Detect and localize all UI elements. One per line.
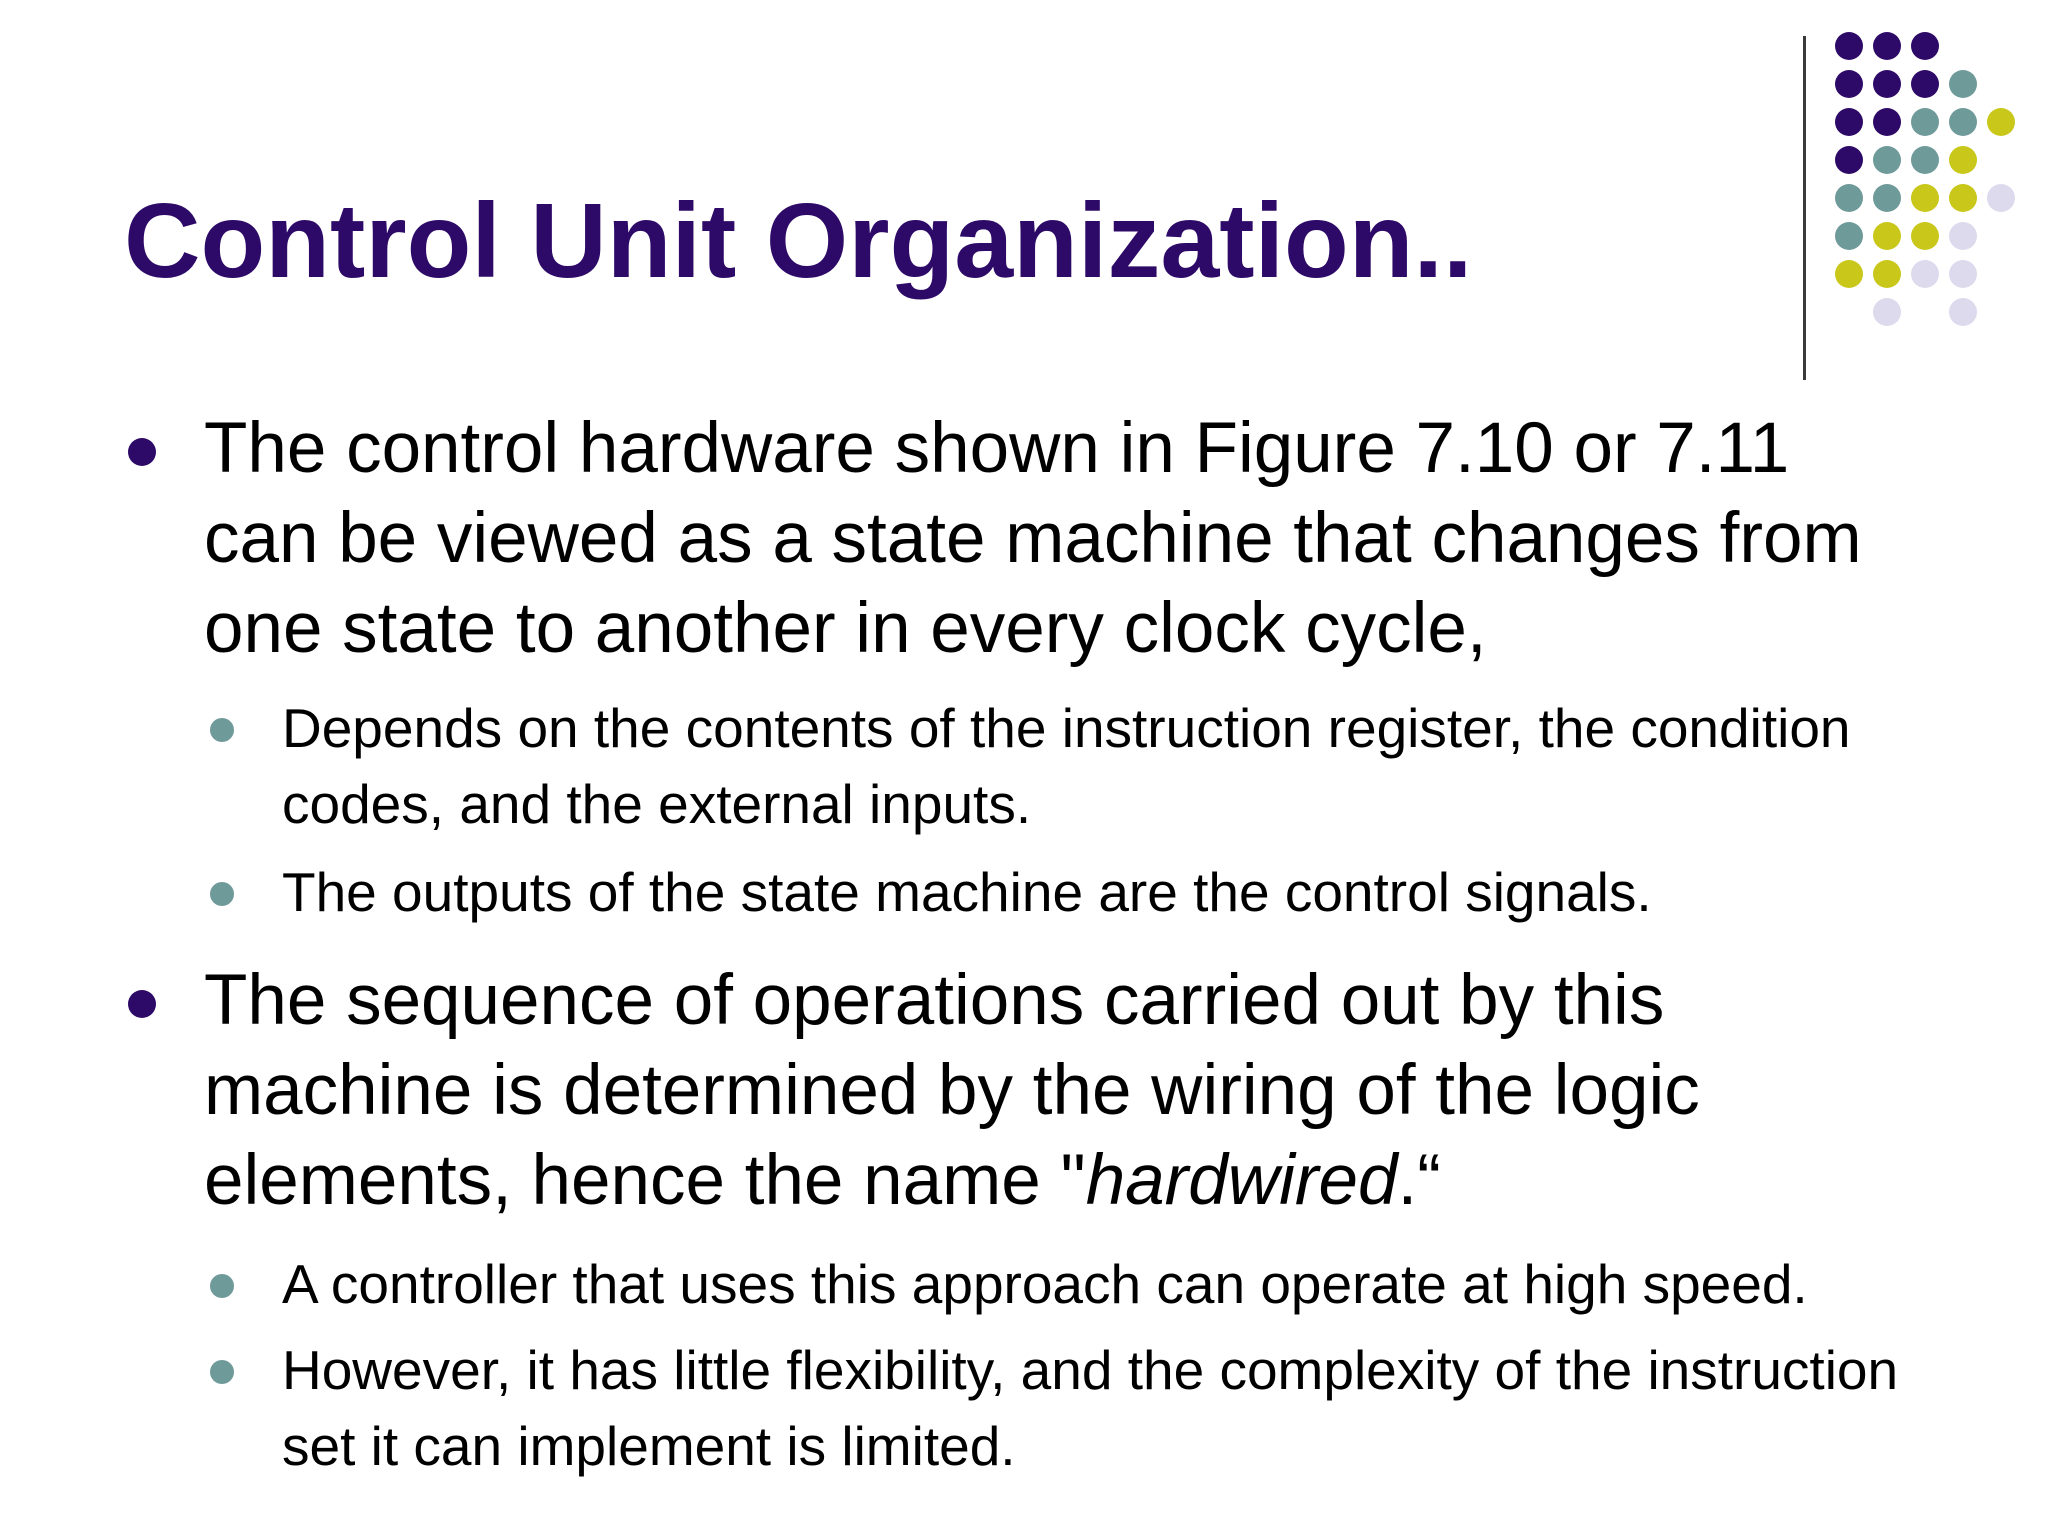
sub-bullet-text: The outputs of the state machine are the control signals. bbox=[282, 861, 1652, 923]
sub-bullet-item bbox=[124, 854, 1904, 930]
decorative-dot bbox=[1911, 32, 1939, 60]
decorative-dot bbox=[1949, 70, 1977, 98]
decorative-dot bbox=[1835, 184, 1863, 212]
decorative-dot bbox=[1873, 108, 1901, 136]
decorative-dot bbox=[1873, 222, 1901, 250]
bullet-item bbox=[124, 404, 1904, 674]
decorative-dot bbox=[1949, 298, 1977, 326]
bullet-dot-icon bbox=[128, 438, 156, 466]
decorative-dot bbox=[1949, 222, 1977, 250]
sub-bullet-dot-icon bbox=[210, 1274, 234, 1298]
title-divider-line bbox=[1803, 36, 1806, 380]
bullet-text-before: The sequence of operations carried out by this machine is determined by the wiring of the logic elements, hence the name " bbox=[204, 961, 1700, 1220]
decorative-dot bbox=[1835, 70, 1863, 98]
sub-bullet-text: A controller that uses this approach can operate at high speed. bbox=[282, 1253, 1808, 1315]
decorative-dot bbox=[1949, 108, 1977, 136]
decorative-dot bbox=[1911, 222, 1939, 250]
bullet-text-italic: hardwired bbox=[1085, 1141, 1398, 1220]
bullet-item bbox=[124, 956, 1904, 1226]
decorative-dot bbox=[1835, 32, 1863, 60]
decorative-dot bbox=[1987, 108, 2015, 136]
slide-body bbox=[124, 404, 1904, 1484]
sub-bullet-item bbox=[124, 1246, 1904, 1322]
sub-bullet-item bbox=[124, 1332, 1904, 1484]
decorative-dot bbox=[1987, 184, 2015, 212]
sub-bullet-text: However, it has little flexibility, and the complexity of the instruction set it can implement is limited. bbox=[282, 1339, 1899, 1477]
decorative-dot bbox=[1873, 298, 1901, 326]
decorative-dot bbox=[1873, 32, 1901, 60]
decorative-dot bbox=[1835, 108, 1863, 136]
slide-title: Control Unit Organization.. bbox=[124, 182, 1473, 300]
decorative-dot bbox=[1949, 146, 1977, 174]
sub-bullet-text: Depends on the contents of the instruction register, the condition codes, and the external inputs. bbox=[282, 697, 1851, 835]
sub-bullet-dot-icon bbox=[210, 1360, 234, 1384]
sub-bullet-dot-icon bbox=[210, 718, 234, 742]
decorative-dot bbox=[1873, 184, 1901, 212]
decorative-dot bbox=[1911, 108, 1939, 136]
bullet-text: The control hardware shown in Figure 7.10 or 7.11 can be viewed as a state machine that changes from one state to another in every clock cycle, bbox=[204, 409, 1862, 668]
decorative-dot bbox=[1873, 70, 1901, 98]
decorative-dot bbox=[1911, 146, 1939, 174]
decorative-dot bbox=[1949, 184, 1977, 212]
bullet-dot-icon bbox=[128, 990, 156, 1018]
decorative-dot bbox=[1911, 184, 1939, 212]
decorative-dot bbox=[1835, 260, 1863, 288]
sub-bullet-item bbox=[124, 690, 1904, 842]
bullet-text-after: .“ bbox=[1397, 1141, 1441, 1220]
decorative-dot bbox=[1911, 70, 1939, 98]
decorative-dot bbox=[1873, 146, 1901, 174]
decorative-dot bbox=[1835, 146, 1863, 174]
decorative-dot bbox=[1835, 222, 1863, 250]
decorative-dot bbox=[1873, 260, 1901, 288]
decorative-dot bbox=[1949, 260, 1977, 288]
decorative-dot bbox=[1911, 260, 1939, 288]
sub-bullet-dot-icon bbox=[210, 882, 234, 906]
